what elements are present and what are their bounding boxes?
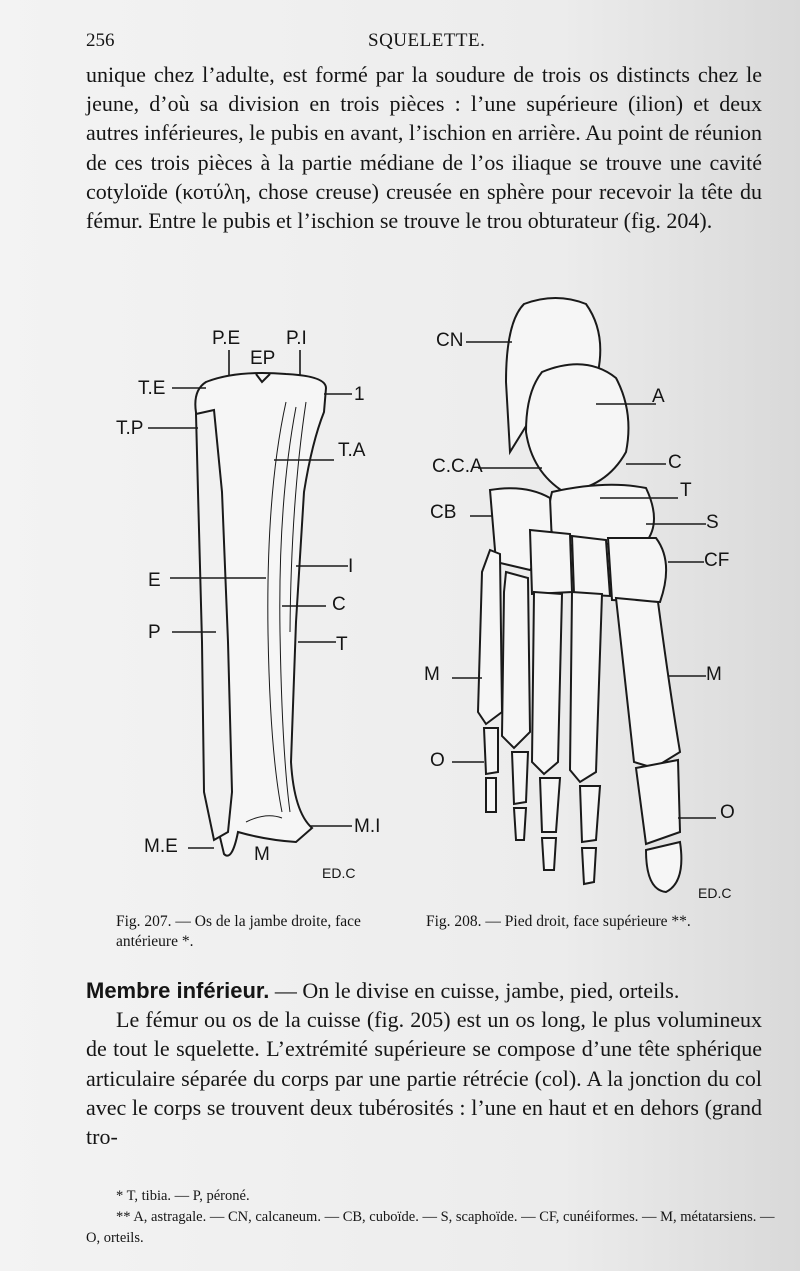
- label-a: A: [652, 386, 665, 407]
- paragraph-pelvis: [86, 60, 762, 235]
- label-i: I: [348, 556, 354, 577]
- label-te: T.E: [138, 378, 166, 399]
- label-cb: CB: [430, 502, 457, 523]
- label-cf: CF: [704, 550, 730, 571]
- figure-208-drawing: [478, 298, 681, 892]
- label-ep: EP: [250, 348, 276, 369]
- paragraph-text: unique chez l’adulte, est formé par la soudure de trois os distincts chez le jeune, d’où sa division en trois pièces : l’une supérieure (ilion) et deux autres inférieures, le pubis en avant, l’ischion en arrière. Au point de réunion de ces trois pièces à la partie médiane de l’os iliaque se trouve une cavité cotyloïde (κοτύλη, chose creuse) creusée en sphère pour recevoir la tête du fémur. Entre le pubis et l’ischion se trouve le trou obturateur (fig. 204).: [86, 62, 762, 234]
- figures: [86, 292, 786, 912]
- label-m-right: M: [706, 664, 722, 685]
- label-o-left: O: [430, 750, 445, 771]
- section-heading: Membre inférieur.: [86, 978, 270, 1003]
- label-s: S: [706, 512, 719, 533]
- label-e: E: [148, 570, 161, 591]
- footnote-1: * T, tibia. — P, péroné.: [116, 1188, 250, 1204]
- figure-207-drawing: [195, 373, 326, 856]
- label-me: M.E: [144, 836, 178, 857]
- label-pi: P.I: [286, 328, 307, 349]
- label-o-right: O: [720, 802, 735, 823]
- caption-fig-208: Fig. 208. — Pied droit, face supérieure **.: [426, 913, 691, 930]
- page-number: 256: [86, 30, 115, 51]
- page-header: [86, 30, 760, 58]
- caption-fig-207: Fig. 207. — Os de la jambe droite, face antérieure *.: [116, 913, 361, 950]
- label-m-left: M: [424, 664, 440, 685]
- label-cn: CN: [436, 330, 464, 351]
- section-membre-inferieur: [86, 976, 762, 1151]
- label-t: T: [336, 634, 348, 655]
- label-m: M: [254, 844, 270, 865]
- label-p: P: [148, 622, 161, 643]
- footnotes: [86, 1186, 776, 1249]
- figures-svg: [86, 292, 786, 912]
- label-pe: P.E: [212, 328, 241, 349]
- label-mi: M.I: [354, 816, 381, 837]
- label-t: T: [680, 480, 692, 501]
- label-cca: C.C.A: [432, 456, 483, 477]
- paragraph-femur: Le fémur ou os de la cuisse (fig. 205) est un os long, le plus volumineux de tout le squelette. L’extrémité supérieure se compose d’une tête sphérique articulaire séparée du corps par une partie rétrécie (col). A la jonction du col avec le corps se trouvent deux tubérosités : l’une en haut et en dehors (grand tro-: [86, 1007, 762, 1150]
- label-1: 1: [354, 384, 365, 405]
- signature-edc-207: ED.C: [322, 865, 356, 881]
- section-intro-text: — On le divise en cuisse, jambe, pied, orteils.: [269, 978, 680, 1003]
- label-ta: T.A: [338, 440, 366, 461]
- label-c: C: [668, 452, 682, 473]
- label-c: C: [332, 594, 346, 615]
- section-intro: [86, 976, 762, 1005]
- signature-edc-208: ED.C: [698, 885, 732, 901]
- label-tp: T.P: [116, 418, 144, 439]
- footnote-2: ** A, astragale. — CN, calcaneum. — CB, cuboïde. — S, scaphoïde. — CF, cunéiformes. — M, métatarsiens. — O, orteils.: [86, 1209, 775, 1246]
- running-title: SQUELETTE.: [368, 30, 486, 51]
